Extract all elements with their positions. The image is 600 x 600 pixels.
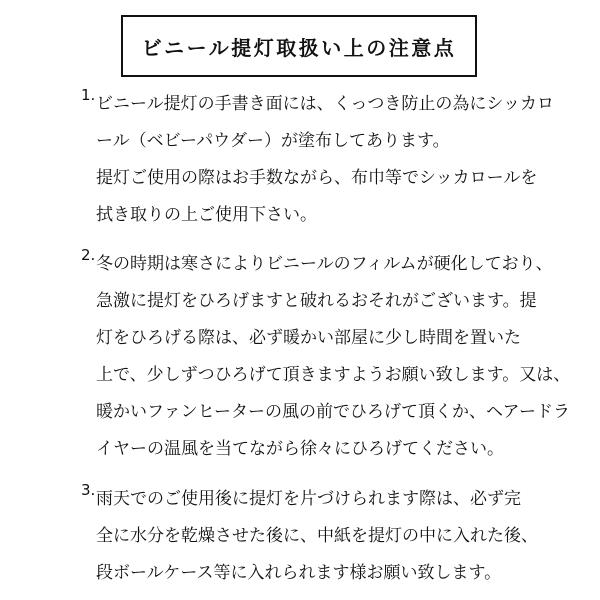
notice-line: 提灯ご使用の際はお手数ながら、布巾等でシッカロールを (96, 168, 538, 188)
notice-line: 急激に提灯をひろげますと破れるおそれがございます。提 (96, 291, 537, 311)
notice-line: 上で、少しずつひろげて頂きますようお願い致します。又は、 (96, 365, 571, 385)
notice-item-3 (81, 481, 556, 592)
notice-line: イヤーの温風を当てながら徐々にひろげてください。 (96, 439, 504, 459)
notice-item-2 (81, 246, 571, 468)
notice-line: 雨天でのご使用後に提灯を片づけられます際は、必ず完 (96, 489, 521, 509)
notice-line: 灯をひろげる際は、必ず暖かい部屋に少し時間を置いた (96, 328, 521, 348)
item-number: 2. (81, 246, 96, 264)
title-box (121, 15, 477, 77)
notice-line: 段ボールケース等に入れられます様お願い致します。 (96, 563, 502, 583)
item-number: 1. (81, 86, 96, 104)
notice-line: ビニール提灯の手書き面には、くっつき防止の為にシッカロ (96, 94, 554, 114)
notice-line: 拭き取りの上ご使用下さい。 (96, 205, 317, 225)
item-number: 3. (81, 481, 96, 499)
notice-line: 冬の時期は寒さによりビニールのフィルムが硬化しており、 (96, 254, 553, 274)
notice-line: 暖かいファンヒーターの風の前でひろげて頂くか、ヘアードラ (96, 402, 570, 422)
notice-line: ール（ベビーパウダー）が塗布してあります。 (96, 131, 450, 151)
notice-line: 全に水分を乾燥させた後に、中紙を提灯の中に入れた後、 (96, 526, 538, 546)
page-title: ビニール提灯取扱い上の注意点 (141, 35, 457, 60)
notice-item-1 (81, 86, 556, 234)
